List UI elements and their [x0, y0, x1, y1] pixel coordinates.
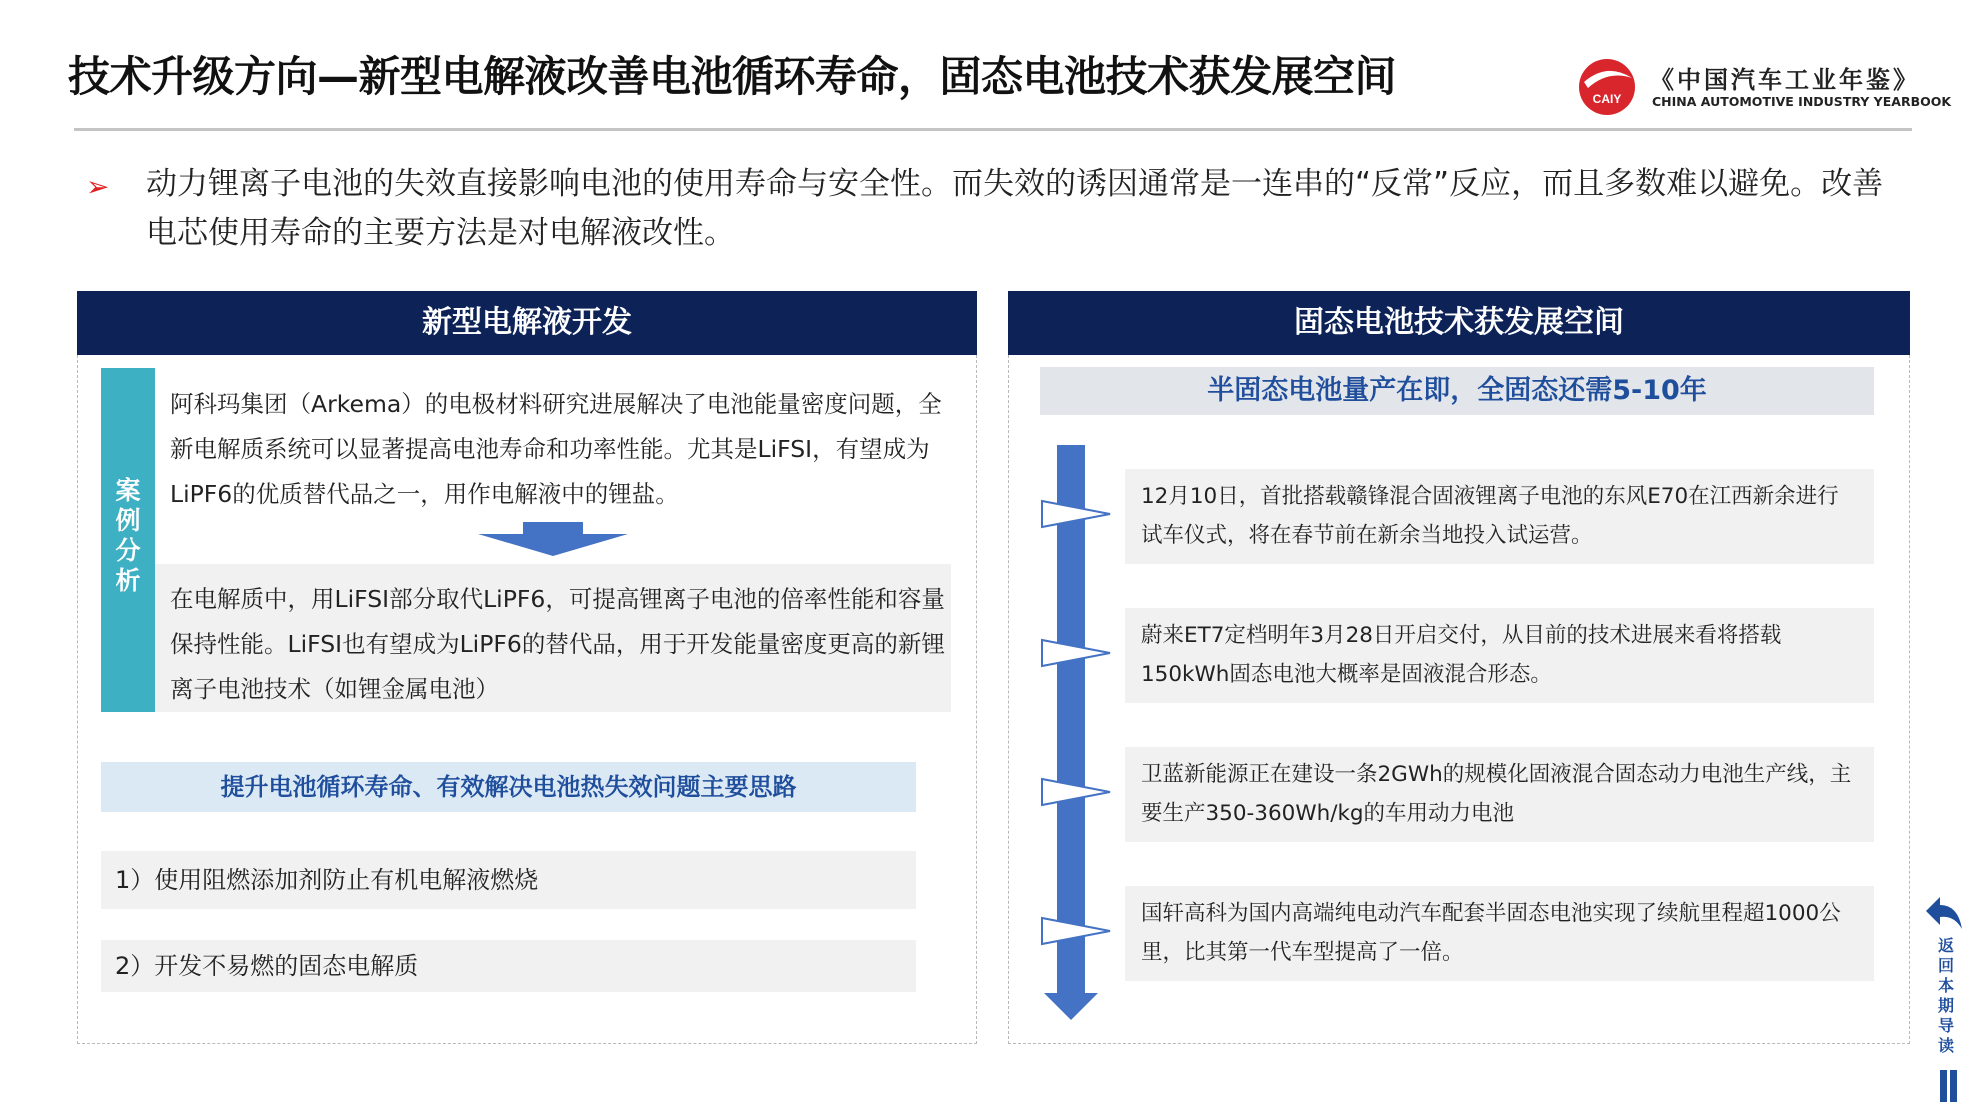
back-arrow-icon[interactable] [1924, 895, 1964, 931]
logo-cn-name: 《中国汽车工业年鉴》 [1650, 66, 1920, 94]
case-analysis-tab [101, 368, 155, 712]
caiy-logo-icon [1578, 58, 1636, 116]
intro-paragraph: 动力锂离子电池的失效直接影响电池的使用寿命与安全性。而失效的诱因通常是一连串的“反常”反应，而且多数难以避免。改善电芯使用寿命的主要方法是对电解液改性。 [146, 166, 1884, 251]
timeline-event: 蔚来ET7定档明年3月28日开启交付，从目前的技术进展来看将搭载150kWh固态电池大概率是固液混合形态。 [1125, 608, 1874, 703]
ideas-title: 提升电池循环寿命、有效解决电池热失效问题主要思路 [101, 762, 916, 812]
left-panel-header: 新型电解液开发 [77, 291, 977, 355]
back-to-guide-link[interactable]: 返回本期导读 [1937, 936, 1954, 1055]
timeline-event: 国轩高科为国内高端纯电动汽车配套半固态电池实现了续航里程超1000公里，比其第一代车型提高了一倍。 [1125, 886, 1874, 981]
idea-item: 2）开发不易燃的固态电解质 [101, 940, 916, 992]
case-text-lifsi: 在电解质中，用LiFSI部分取代LiPF6，可提高锂离子电池的倍率性能和容量保持性能。LiFSI也有望成为LiPF6的替代品，用于开发能量密度更高的新锂离子电池技术（如锂金属电池） [170, 585, 945, 703]
title-divider [74, 128, 1912, 131]
right-panel-subtitle: 半固态电池量产在即，全固态还需5-10年 [1040, 367, 1874, 415]
case-text-arkema: 阿科玛集团（Arkema）的电极材料研究进展解决了电池能量密度问题，全新电解质系统可以显著提高电池寿命和功率性能。尤其是LiFSI，有望成为LiPF6的优质替代品之一，用作电解液中的锂盐。 [170, 390, 942, 508]
logo-en-name: CHINA AUTOMOTIVE INDUSTRY YEARBOOK [1652, 94, 1952, 109]
logo-mark-text: CAIY [1592, 92, 1622, 106]
bullet-arrow-icon: ➢ [86, 170, 110, 203]
timeline-event: 卫蓝新能源正在建设一条2GWh的规模化固液混合固态动力电池生产线，主要生产350-360Wh/kg的车用动力电池 [1125, 747, 1874, 842]
right-panel-header: 固态电池技术获发展空间 [1008, 291, 1910, 355]
idea-item: 1）使用阻燃添加剂防止有机电解液燃烧 [101, 851, 916, 909]
timeline-event: 12月10日，首批搭载赣锋混合固液锂离子电池的东风E70在江西新余进行试车仪式，将在春节前在新余当地投入试运营。 [1125, 469, 1874, 564]
case-tab-label: 案例分析 [115, 476, 141, 595]
down-arrow-icon [478, 522, 628, 556]
page-marker-icon [1940, 1070, 1958, 1102]
page-title: 技术升级方向—新型电解液改善电池循环寿命，固态电池技术获发展空间 [68, 52, 1397, 101]
